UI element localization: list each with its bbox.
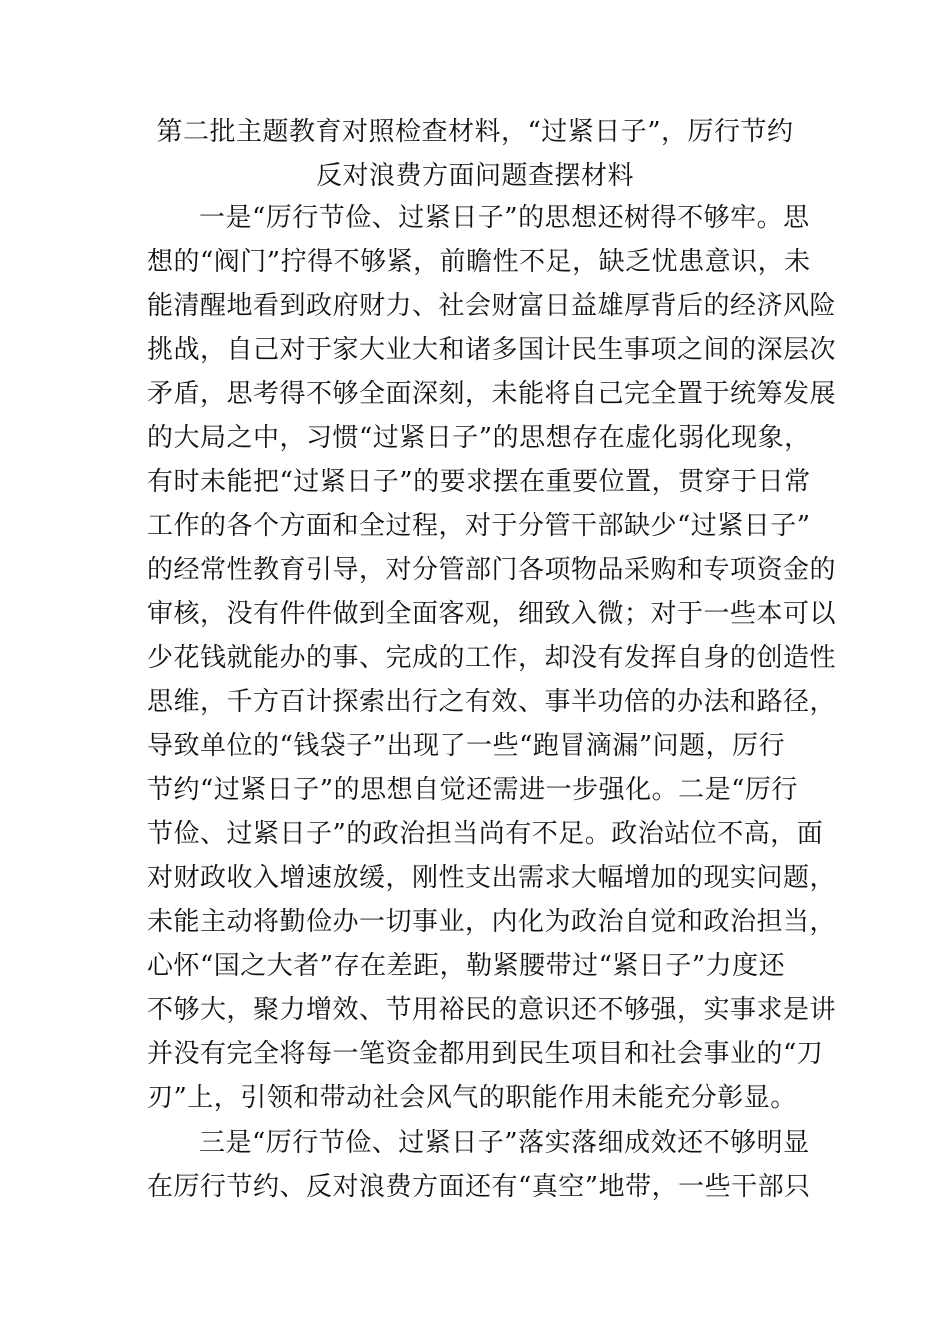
paragraph-line: 一是“厉行节俭、过紧日子”的思想还树得不够牢。思: [199, 203, 810, 233]
paragraph-line: 的大局之中，习惯“过紧日子”的思想存在虚化弱化现象，: [147, 423, 811, 453]
paragraph-line: 审核，没有件件做到全面客观，细致入微；对于一些本可以: [147, 599, 837, 629]
paragraph-line: 并没有完全将每一笔资金都用到民生项目和社会事业的“刀: [147, 1039, 824, 1069]
paragraph-line: 节俭、过紧日子”的政治担当尚有不足。政治站位不高，面: [147, 819, 824, 849]
paragraph-line: 不够大，聚力增效、节用裕民的意识还不够强，实事求是讲: [147, 995, 837, 1025]
document-title-line-1: 第二批主题教育对照检查材料，“过紧日子”，厉行节约: [156, 117, 794, 147]
paragraph-line: 能清醒地看到政府财力、社会财富日益雄厚背后的经济风险: [147, 291, 837, 321]
paragraph-line: 工作的各个方面和全过程，对于分管干部缺少“过紧日子”: [147, 511, 811, 541]
paragraph-line: 想的“阀门”拧得不够紧，前瞻性不足，缺乏忧患意识，未: [147, 247, 811, 277]
paragraph-line: 未能主动将勤俭办一切事业，内化为政治自觉和政治担当，: [147, 907, 837, 937]
paragraph-line: 导致单位的“钱袋子”出现了一些“跑冒滴漏”问题，厉行: [147, 731, 786, 761]
paragraph-line: 挑战，自己对于家大业大和诸多国计民生事项之间的深层次: [147, 335, 837, 365]
paragraph-line: 三是“厉行节俭、过紧日子”落实落细成效还不够明显: [199, 1128, 810, 1158]
paragraph-line: 思维，千方百计探索出行之有效、事半功倍的办法和路径，: [147, 687, 837, 717]
paragraph-line: 矛盾，思考得不够全面深刻，未能将自己完全置于统筹发展: [147, 379, 837, 409]
paragraph-line: 有时未能把“过紧日子”的要求摆在重要位置，贯穿于日常: [147, 467, 811, 497]
paragraph-line: 节约“过紧日子”的思想自觉还需进一步强化。二是“厉行: [147, 775, 798, 805]
paragraph-line: 刃”上，引领和带动社会风气的职能作用未能充分彰显。: [147, 1083, 797, 1113]
paragraph-line: 在厉行节约、反对浪费方面还有“真空”地带，一些干部只: [147, 1172, 811, 1202]
paragraph-line: 的经常性教育引导，对分管部门各项物品采购和专项资金的: [147, 555, 837, 585]
paragraph-line: 少花钱就能办的事、完成的工作，却没有发挥自身的创造性: [147, 643, 837, 673]
paragraph-line: 对财政收入增速放缓，刚性支出需求大幅增加的现实问题，: [147, 863, 837, 893]
document-title-line-2: 反对浪费方面问题查摆材料: [315, 161, 634, 191]
paragraph-line: 心怀“国之大者”存在差距，勒紧腰带过“紧日子”力度还: [147, 951, 786, 981]
